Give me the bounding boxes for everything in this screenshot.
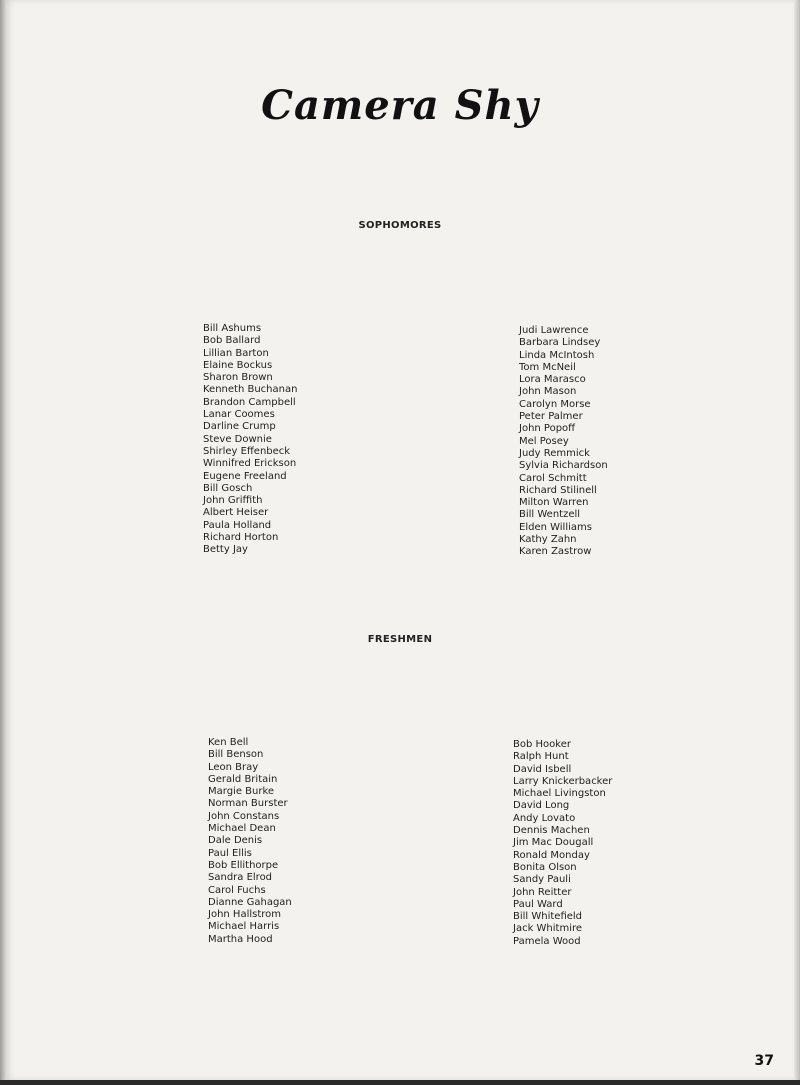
name-entry: Jack Whitmire [513, 923, 583, 935]
name-entry: Steve Downie [203, 433, 272, 445]
name-entry: Ronald Monday [513, 849, 590, 861]
freshmen-right-list [513, 739, 612, 948]
name-entry: Carol Schmitt [519, 472, 587, 484]
name-entry: Tom McNeil [519, 361, 576, 373]
name-entry: Karen Zastrow [519, 546, 592, 558]
name-entry: Jim Mac Dougall [513, 837, 594, 849]
name-entry: Sandra Elrod [208, 872, 273, 884]
name-entry: Mel Posey [519, 435, 569, 447]
name-entry: Betty Jay [203, 544, 248, 556]
sophomores-left-list [203, 323, 297, 557]
name-entry: Paula Holland [203, 519, 272, 531]
name-entry: Judi Lawrence [519, 325, 589, 336]
name-entry: Richard Stilinell [519, 484, 597, 496]
name-entry: Linda McIntosh [519, 349, 595, 361]
name-entry: Sandy Pauli [513, 874, 571, 886]
name-entry: Brandon Campbell [203, 396, 296, 408]
name-entry: Dennis Machen [513, 825, 590, 837]
name-entry: Ken Bell [208, 737, 249, 748]
name-entry: Shirley Effenbeck [203, 445, 291, 457]
name-entry: Dianne Gahagan [208, 896, 292, 908]
name-entry: Larry Knickerbacker [513, 775, 613, 787]
name-entry: Gerald Britain [208, 773, 278, 785]
name-entry: Barbara Lindsey [519, 337, 601, 349]
name-entry: Milton Warren [519, 497, 589, 509]
yearbook-page [6, 0, 794, 1080]
name-entry: Carolyn Morse [519, 398, 591, 410]
name-entry: Kathy Zahn [519, 534, 577, 546]
name-entry: Bob Hooker [513, 739, 571, 750]
name-entry: David Long [513, 800, 570, 812]
name-entry: Lillian Barton [203, 347, 269, 359]
name-entry: Albert Heiser [203, 507, 269, 519]
name-entry: John Reitter [513, 886, 572, 898]
name-entry: Lora Marasco [519, 374, 586, 386]
page-title: Camera Shy [261, 82, 539, 129]
name-entry: John Popoff [519, 423, 576, 435]
name-entry: Elden Williams [519, 521, 592, 533]
name-entry: Paul Ellis [208, 847, 252, 859]
sophomores-right-list [519, 325, 608, 559]
name-entry: Elaine Bockus [203, 359, 273, 371]
name-entry: Darline Crump [203, 421, 276, 433]
name-entry: John Hallstrom [208, 909, 282, 921]
freshmen-heading: FRESHMEN [367, 634, 433, 645]
name-entry: Carol Fuchs [208, 884, 266, 896]
name-entry: Winnifred Erickson [203, 458, 297, 470]
name-entry: Eugene Freeland [203, 470, 287, 482]
name-entry: Bill Benson [208, 749, 264, 761]
name-entry: Dale Denis [208, 835, 263, 847]
name-entry: Michael Harris [208, 921, 280, 933]
name-entry: Leon Bray [208, 761, 259, 773]
freshmen-left-list [208, 737, 292, 946]
name-entry: Sylvia Richardson [519, 460, 608, 472]
name-entry: Peter Palmer [519, 411, 583, 423]
name-entry: Andy Lovato [513, 812, 576, 824]
name-entry: Judy Remmick [519, 447, 590, 459]
name-entry: Bill Wentzell [519, 509, 581, 521]
sophomores-heading: SOPHOMORES [358, 220, 442, 231]
binding-edge [0, 0, 6, 1085]
name-entry: David Isbell [513, 763, 572, 775]
name-entry: Paul Ward [513, 898, 563, 910]
name-entry: Pamela Wood [513, 935, 581, 947]
page-right-edge [794, 0, 800, 1085]
name-entry: Lanar Coomes [203, 409, 275, 421]
name-entry: Norman Burster [208, 798, 288, 810]
name-entry: Bill Whitefield [513, 911, 583, 923]
name-entry: Bill Gosch [203, 482, 253, 494]
name-entry: Bob Ballard [203, 335, 261, 347]
name-entry: Michael Livingston [513, 788, 606, 800]
name-entry: Bonita Olson [513, 861, 577, 873]
name-entry: John Griffith [203, 495, 263, 507]
name-entry: Ralph Hunt [513, 751, 569, 763]
name-entry: Richard Horton [203, 532, 279, 544]
name-entry: Margie Burke [208, 786, 275, 798]
page-bottom-edge [0, 1080, 800, 1085]
name-entry: Bob Ellithorpe [208, 859, 279, 871]
name-entry: Kenneth Buchanan [203, 384, 298, 396]
name-entry: Martha Hood [208, 933, 273, 945]
name-entry: John Mason [519, 386, 577, 398]
page-number: 37 [754, 1053, 774, 1069]
name-entry: Michael Dean [208, 823, 276, 835]
name-entry: Sharon Brown [203, 372, 273, 384]
name-entry: Bill Ashums [203, 323, 262, 334]
name-entry: John Constans [208, 810, 280, 822]
